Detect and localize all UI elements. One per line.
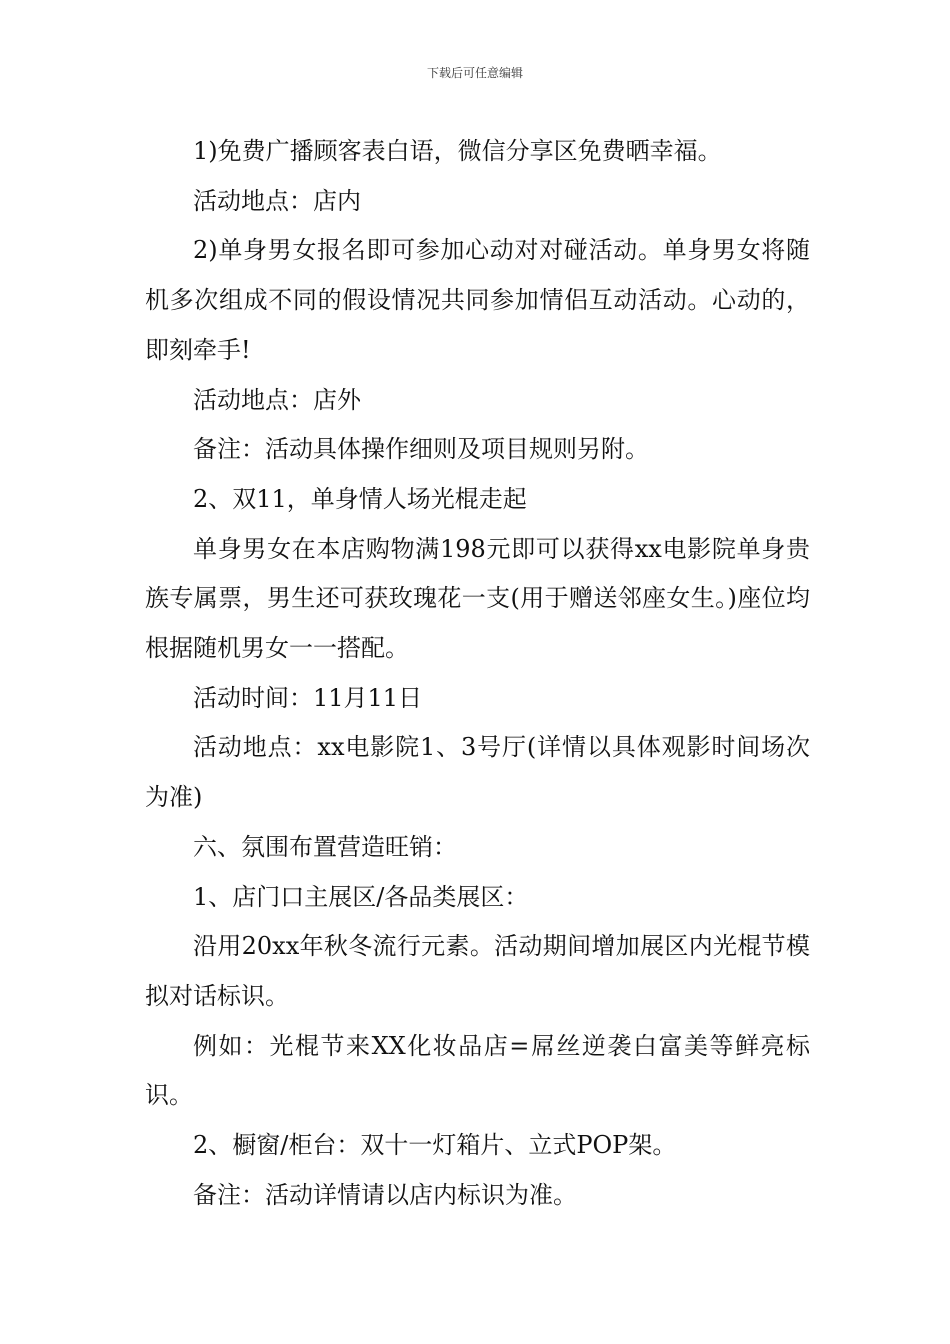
paragraph-remark-rules: 备注：活动具体操作细则及项目规则另附。 xyxy=(193,435,649,464)
paragraph-singles-activity: 2)单身男女报名即可参加心动对对碰活动。单身男女将随机多次组成不同的假设情况共同参加情侣互动活动。心动的，即刻牵手! xyxy=(145,236,810,364)
paragraph-window-counter: 2、橱窗/柜台：双十一灯箱片、立式POP架。 xyxy=(193,1131,677,1160)
paragraph-cinema-offer: 单身男女在本店购物满198元即可以获得xx电影院单身贵族专属票，男生还可获玫瑰花一支(用于赠送邻座女生。)座位均根据随机男女一一搭配。 xyxy=(145,534,810,663)
paragraph-location-inside: 活动地点：店内 xyxy=(193,186,361,215)
document-body xyxy=(145,127,810,1220)
paragraph-trend-elements: 沿用20xx年秋冬流行元素。活动期间增加展区内光棍节模拟对话标识。 xyxy=(145,932,810,1010)
paragraph-display-area: 1、店门口主展区/各品类展区： xyxy=(193,882,529,911)
paragraph-example: 例如：光棍节来XX化妆品店=屌丝逆袭白富美等鲜亮标识。 xyxy=(145,1031,810,1110)
paragraph-remark-signage: 备注：活动详情请以店内标识为准。 xyxy=(193,1180,577,1209)
paragraph-section-atmosphere: 六、氛围布置营造旺销： xyxy=(193,832,457,861)
paragraph-section-double11: 2、双11，单身情人场光棍走起 xyxy=(193,484,527,513)
page-header-note: 下载后可任意编辑 xyxy=(426,66,523,80)
paragraph-broadcast: 1)免费广播顾客表白语，微信分享区免费晒幸福。 xyxy=(193,137,722,165)
paragraph-activity-time: 活动时间：11月11日 xyxy=(193,683,423,712)
paragraph-location-outside: 活动地点：店外 xyxy=(193,385,361,414)
paragraph-cinema-location: 活动地点：xx电影院1、3号厅(详情以具体观影时间场次为准) xyxy=(145,733,810,812)
